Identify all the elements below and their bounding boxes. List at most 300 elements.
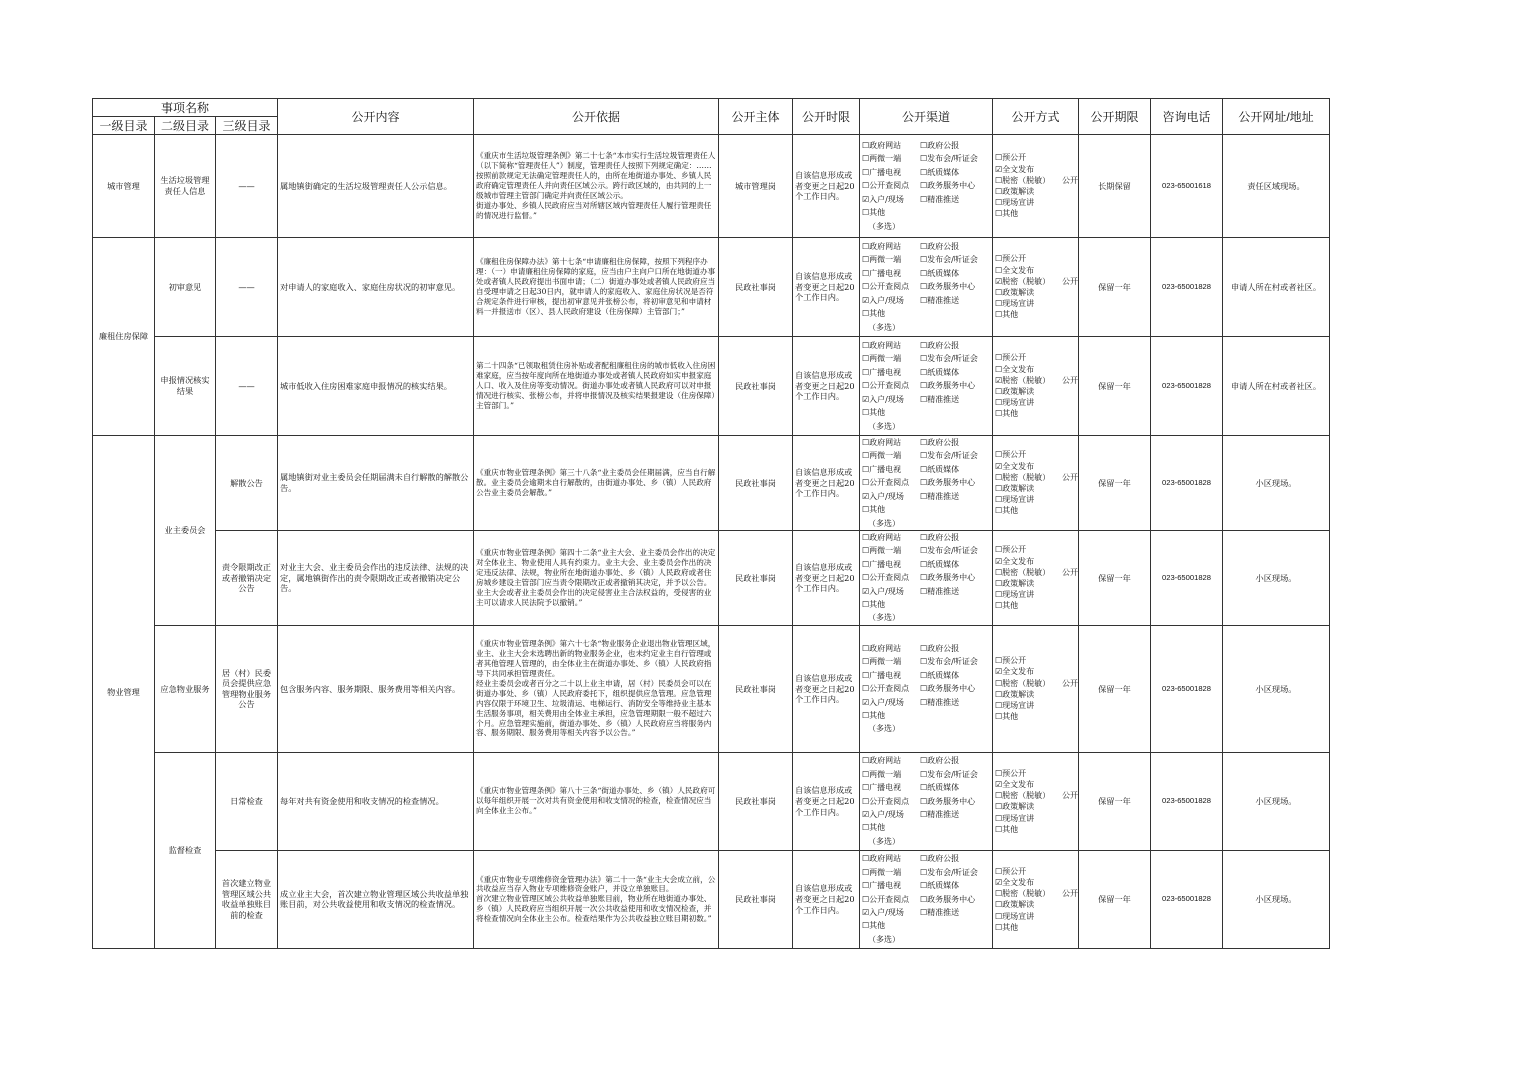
channel-note: （多选） <box>868 724 900 734</box>
checkbox-unchecked[interactable] <box>995 265 1076 276</box>
channel-note: （多选） <box>868 421 900 431</box>
method-public-label: 公开 <box>1062 678 1078 688</box>
level2-cell: 生活垃圾管理责任人信息 <box>155 135 216 238</box>
method-option-label: ☐政策解读 <box>995 387 1035 396</box>
checkbox-unchecked[interactable]: ☐公开查阅点 <box>862 478 910 488</box>
checkbox-unchecked[interactable]: ☐纸质媒体 <box>920 464 960 474</box>
checkbox-unchecked[interactable]: ☐广播电视 <box>862 783 902 793</box>
time-limit-cell: 自该信息形成或者变更之日起20个工作日内。 <box>793 752 860 850</box>
checkbox-unchecked[interactable] <box>995 600 1076 611</box>
period-cell: 保留一年 <box>1079 238 1151 337</box>
subject-cell: 城市管理岗 <box>719 135 793 238</box>
checkbox-unchecked[interactable]: ☐两微一端 <box>862 451 902 461</box>
method-public-label: 公开 <box>1062 276 1078 286</box>
subject-cell: 民政社事岗 <box>719 436 793 531</box>
method-option-label: ☐现场宣讲 <box>995 299 1035 309</box>
checkbox-checked[interactable] <box>995 556 1076 567</box>
header-method: 公开方式 <box>993 99 1079 135</box>
channel-options <box>862 339 990 433</box>
period-cell: 保留一年 <box>1079 752 1151 850</box>
header-level1: 一级目录 <box>93 117 155 135</box>
checkbox-checked[interactable]: ☑入户/现场 <box>862 394 904 404</box>
channel-note: （多选） <box>868 836 900 846</box>
method-option-label: ☐其他 <box>995 712 1019 722</box>
method-options <box>995 544 1076 611</box>
checkbox-unchecked[interactable]: ☐政务服务中心 <box>920 181 976 191</box>
basis-text: 《重庆市物业专项维修资金管理办法》第二十一条“业主大会成立前，公共收益应当存入物业专项维修资金账户，并设立单独账目。 首次建立物业管理区域公共收益单独账目前，物业所在地街道办事处、乡（镇）人民政府应当组织开展一次公共收益使用和收支情况检查，并将检查情况向全体业主公布。检查结果作为公共收益独立账目期初数。” <box>476 874 716 924</box>
checkbox-unchecked <box>920 709 990 722</box>
url-cell: 申请人所在村或者社区。 <box>1223 238 1330 337</box>
period-cell: 保留一年 <box>1079 436 1151 531</box>
checkbox-unchecked[interactable]: ☐其他 <box>862 309 886 319</box>
header-time-limit: 公开时限 <box>793 99 860 135</box>
method-option-label: ☑全文发布 <box>995 556 1035 566</box>
method-option-label: ☐现场宣讲 <box>995 495 1035 505</box>
level3-cell: 首次建立物业管理区域公共收益单独账目前的检查 <box>216 850 278 948</box>
checkbox-unchecked[interactable] <box>995 678 1076 689</box>
url-cell: 小区现场。 <box>1223 531 1330 626</box>
checkbox-unchecked[interactable]: ☐两微一端 <box>862 354 902 364</box>
checkbox-unchecked[interactable] <box>995 700 1076 711</box>
table-row <box>93 850 1330 948</box>
basis-cell <box>474 337 719 436</box>
checkbox-unchecked[interactable]: ☐精准推送 <box>920 908 960 918</box>
phone-cell: 023-65001828 <box>1151 850 1223 948</box>
checkbox-unchecked[interactable] <box>995 208 1076 219</box>
checkbox-unchecked[interactable] <box>995 813 1076 824</box>
checkbox-checked[interactable] <box>995 164 1076 175</box>
content-cell: 对申请人的家庭收入、家庭住房状况的初审意见。 <box>278 238 474 337</box>
subject-cell: 民政社事岗 <box>719 752 793 850</box>
method-option-label: ☐现场宣讲 <box>995 398 1035 408</box>
level1-cell: 城市管理 <box>93 135 155 238</box>
checkbox-unchecked[interactable]: ☐政府网站 <box>862 643 902 653</box>
checkbox-unchecked[interactable]: ☐发布会/听证会 <box>920 451 978 461</box>
time-limit-cell: 自该信息形成或者变更之日起20个工作日内。 <box>793 337 860 436</box>
header-phone: 咨询电话 <box>1151 99 1223 135</box>
method-cell <box>993 850 1079 948</box>
channel-cell <box>860 436 993 531</box>
checkbox-unchecked[interactable] <box>995 197 1076 208</box>
checkbox-unchecked[interactable] <box>995 578 1076 589</box>
checkbox-unchecked[interactable]: ☐发布会/听证会 <box>920 154 978 164</box>
disclosure-table <box>92 98 1330 949</box>
table-body <box>93 135 1330 949</box>
time-limit-cell: 自该信息形成或者变更之日起20个工作日内。 <box>793 625 860 752</box>
method-option-label: ☐脱密（脱敏） <box>995 791 1051 801</box>
time-limit-cell: 自该信息形成或者变更之日起20个工作日内。 <box>793 850 860 948</box>
checkbox-unchecked[interactable]: ☐发布会/听证会 <box>920 867 978 877</box>
basis-cell <box>474 436 719 531</box>
content-cell: 对业主大会、业主委员会作出的违反法律、法规的决定，属地镇街作出的责令限期改正或者撤销决定公告。 <box>278 531 474 626</box>
checkbox-unchecked[interactable]: ☐精准推送 <box>920 586 960 596</box>
checkbox-unchecked[interactable]: ☐政府网站 <box>862 242 902 252</box>
channel-note: （多选） <box>868 518 900 528</box>
checkbox-checked[interactable]: ☑入户/现场 <box>862 295 904 305</box>
checkbox-checked[interactable]: ☑入户/现场 <box>862 697 904 707</box>
basis-text: 《重庆市生活垃圾管理条例》第二十七条“本市实行生活垃圾管理责任人（以下简称“管理责任人”）制度，管理责任人按照下列规定确定：……按照前款规定无法确定管理责任人的，由所在地街道办事处、乡镇人民政府确定管理责任人并向责任区域公示。跨行政区域的，由共同的上一级城市管理主管部门确定并向责任区域公示。 街道办事处、乡镇人民政府应当对所辖区域内管理责任人履行管理责任的情况进行监督。” <box>476 151 716 220</box>
level1-cell: 物业管理 <box>93 436 155 949</box>
checkbox-unchecked[interactable]: ☐政府网站 <box>862 438 902 448</box>
checkbox-unchecked[interactable]: ☐精准推送 <box>920 491 960 501</box>
method-option-label: ☑脱密（脱敏） <box>995 375 1051 385</box>
checkbox-unchecked[interactable]: ☐政务服务中心 <box>920 282 976 292</box>
checkbox-unchecked[interactable] <box>995 922 1076 933</box>
method-cell <box>993 752 1079 850</box>
checkbox-unchecked[interactable] <box>995 408 1076 419</box>
method-option-label: ☐预公开 <box>995 353 1027 363</box>
checkbox-unchecked[interactable]: ☐政务服务中心 <box>920 894 976 904</box>
method-option-label: ☐现场宣讲 <box>995 701 1035 711</box>
content-cell: 城市低收入住房困难家庭申报情况的核实结果。 <box>278 337 474 436</box>
checkbox-unchecked[interactable]: ☐政府公报 <box>920 242 960 252</box>
checkbox-unchecked[interactable]: ☐公开查阅点 <box>862 796 910 806</box>
checkbox-unchecked[interactable] <box>995 768 1076 779</box>
table-row <box>93 337 1330 436</box>
checkbox-unchecked[interactable]: ☐政府公报 <box>920 141 960 151</box>
checkbox-unchecked[interactable] <box>995 589 1076 600</box>
checkbox-unchecked[interactable] <box>995 186 1076 197</box>
level3-cell: —— <box>216 337 278 436</box>
checkbox-unchecked[interactable] <box>995 911 1076 922</box>
checkbox-unchecked[interactable]: ☐政府公报 <box>920 756 960 766</box>
checkbox-unchecked[interactable]: ☐公开查阅点 <box>862 282 910 292</box>
level2-cell: 应急物业服务 <box>155 625 216 752</box>
method-option-label: ☐政策解读 <box>995 900 1035 910</box>
checkbox-unchecked[interactable]: ☐政府公报 <box>920 643 960 653</box>
url-cell: 小区现场。 <box>1223 436 1330 531</box>
checkbox-unchecked[interactable] <box>995 152 1076 163</box>
method-cell <box>993 135 1079 238</box>
checkbox-unchecked[interactable]: ☐其他 <box>862 823 886 833</box>
time-limit-cell: 自该信息形成或者变更之日起20个工作日内。 <box>793 135 860 238</box>
checkbox-unchecked[interactable] <box>995 689 1076 700</box>
method-public-label: 公开 <box>1062 472 1078 482</box>
level2-cell: 申报情况核实结果 <box>155 337 216 436</box>
channel-options <box>862 139 990 233</box>
level2-cell: 业主委员会 <box>155 436 216 626</box>
checkbox-unchecked[interactable]: ☐政府网站 <box>862 756 902 766</box>
checkbox-unchecked[interactable]: ☐精准推送 <box>920 697 960 707</box>
checkbox-unchecked[interactable] <box>995 472 1076 483</box>
content-cell: 每年对共有资金使用和收支情况的检查情况。 <box>278 752 474 850</box>
level3-cell: —— <box>216 135 278 238</box>
checkbox-unchecked[interactable]: ☐发布会/听证会 <box>920 354 978 364</box>
checkbox-unchecked[interactable]: ☐公开查阅点 <box>862 573 910 583</box>
method-option-label: ☐其他 <box>995 310 1019 320</box>
channel-options <box>862 642 990 736</box>
level2-cell: 初审意见 <box>155 238 216 337</box>
method-public-label: 公开 <box>1062 175 1078 185</box>
method-option-label: ☐其他 <box>995 409 1019 419</box>
checkbox-unchecked[interactable]: ☐政务服务中心 <box>920 573 976 583</box>
checkbox-unchecked[interactable]: ☐广播电视 <box>862 559 902 569</box>
checkbox-unchecked[interactable]: ☐公开查阅点 <box>862 894 910 904</box>
period-cell: 长期保留 <box>1079 135 1151 238</box>
checkbox-unchecked[interactable] <box>995 655 1076 666</box>
time-limit-cell: 自该信息形成或者变更之日起20个工作日内。 <box>793 238 860 337</box>
header-item-name: 事项名称 <box>93 99 278 117</box>
level2-cell: 监督检查 <box>155 752 216 948</box>
method-option-label: ☐预公开 <box>995 768 1027 778</box>
checkbox-unchecked[interactable]: ☐公开查阅点 <box>862 181 910 191</box>
checkbox-checked[interactable]: ☑入户/现场 <box>862 908 904 918</box>
basis-text: 《廉租住房保障办法》第十七条“申请廉租住房保障，按照下列程序办理：（一）申请廉租住房保障的家庭，应当由户主向户口所在地街道办事处或者镇人民政府提出书面申请；（二）街道办事处或者镇人民政府应当自受理申请之日起30日内，就申请人的家庭收入、家庭住房状况是否符合规定条件进行审核，提出初审意见并张榜公布，将初审意见和申请材料一并报送市（区）、县人民政府建设（住房保障）主管部门；” <box>476 257 716 316</box>
checkbox-unchecked[interactable] <box>995 505 1076 516</box>
checkbox-unchecked[interactable]: ☐政府公报 <box>920 341 960 351</box>
checkbox-unchecked[interactable]: ☐政务服务中心 <box>920 381 976 391</box>
checkbox-unchecked[interactable] <box>995 544 1076 555</box>
method-options <box>995 655 1076 722</box>
level3-cell: 居（村）民委员会提供应急管理物业服务公告 <box>216 625 278 752</box>
method-option-label: ☑全文发布 <box>995 779 1035 789</box>
checkbox-unchecked[interactable]: ☐纸质媒体 <box>920 367 960 377</box>
checkbox-unchecked <box>920 307 990 320</box>
method-option-label: ☐脱密（脱敏） <box>995 175 1051 185</box>
checkbox-unchecked[interactable]: ☐广播电视 <box>862 881 902 891</box>
checkbox-unchecked[interactable] <box>995 175 1076 186</box>
checkbox-unchecked[interactable]: ☐发布会/听证会 <box>920 657 978 667</box>
phone-cell: 023-65001828 <box>1151 337 1223 436</box>
method-options <box>995 866 1076 933</box>
checkbox-checked[interactable]: ☑入户/现场 <box>862 586 904 596</box>
method-cell <box>993 531 1079 626</box>
checkbox-unchecked[interactable]: ☐纸质媒体 <box>920 881 960 891</box>
checkbox-unchecked[interactable]: ☐广播电视 <box>862 367 902 377</box>
channel-note: （多选） <box>868 934 900 944</box>
method-option-label: ☐现场宣讲 <box>995 911 1035 921</box>
header-level2: 二级目录 <box>155 117 216 135</box>
checkbox-unchecked[interactable] <box>995 309 1076 320</box>
checkbox-unchecked[interactable]: ☐纸质媒体 <box>920 268 960 278</box>
checkbox-unchecked[interactable] <box>995 711 1076 722</box>
checkbox-unchecked <box>920 919 990 932</box>
basis-text: 《重庆市物业管理条例》第三十八条“业主委员会任期届满，应当自行解散。业主委员会逾期未自行解散的，由街道办事处、乡（镇）人民政府公告业主委员会解散。” <box>476 468 716 497</box>
checkbox-unchecked[interactable]: ☐其他 <box>862 710 886 720</box>
checkbox-unchecked[interactable]: ☐纸质媒体 <box>920 559 960 569</box>
url-cell: 小区现场。 <box>1223 752 1330 850</box>
period-cell: 保留一年 <box>1079 531 1151 626</box>
channel-cell <box>860 752 993 850</box>
header-period: 公开期限 <box>1079 99 1151 135</box>
method-public-label: 公开 <box>1062 791 1078 801</box>
method-option-label: ☐政策解读 <box>995 484 1035 493</box>
checkbox-unchecked[interactable] <box>995 888 1076 899</box>
checkbox-unchecked[interactable]: ☐两微一端 <box>862 255 902 265</box>
phone-cell: 023-65001828 <box>1151 752 1223 850</box>
checkbox-checked[interactable] <box>995 461 1076 472</box>
method-option-label: ☐预公开 <box>995 450 1027 460</box>
method-options <box>995 352 1076 419</box>
checkbox-unchecked[interactable]: ☐政府网站 <box>862 141 902 151</box>
checkbox-unchecked[interactable] <box>995 790 1076 801</box>
checkbox-checked[interactable] <box>995 276 1076 287</box>
channel-options <box>862 531 990 625</box>
checkbox-unchecked[interactable]: ☐两微一端 <box>862 867 902 877</box>
checkbox-unchecked[interactable] <box>995 899 1076 910</box>
checkbox-unchecked[interactable]: ☐精准推送 <box>920 295 960 305</box>
method-option-label: ☑脱密（脱敏） <box>995 276 1051 286</box>
table-row <box>93 135 1330 238</box>
method-option-label: ☐现场宣讲 <box>995 813 1035 823</box>
period-cell: 保留一年 <box>1079 625 1151 752</box>
method-public-label: 公开 <box>1062 889 1078 899</box>
checkbox-unchecked[interactable] <box>995 801 1076 812</box>
phone-cell: 023-65001828 <box>1151 531 1223 626</box>
checkbox-unchecked[interactable]: ☐广播电视 <box>862 464 902 474</box>
method-option-label: ☑全文发布 <box>995 667 1035 677</box>
level1-cell: 廉租住房保障 <box>93 238 155 436</box>
checkbox-unchecked[interactable] <box>995 364 1076 375</box>
checkbox-checked[interactable] <box>995 375 1076 386</box>
checkbox-unchecked[interactable] <box>995 483 1076 494</box>
channel-options <box>862 852 990 946</box>
content-cell: 包含服务内容、服务期限、服务费用等相关内容。 <box>278 625 474 752</box>
method-option-label: ☐脱密（脱敏） <box>995 472 1051 482</box>
channel-note: （多选） <box>868 613 900 623</box>
checkbox-unchecked[interactable]: ☐政府网站 <box>862 854 902 864</box>
checkbox-unchecked[interactable]: ☐纸质媒体 <box>920 783 960 793</box>
checkbox-checked[interactable]: ☑入户/现场 <box>862 491 904 501</box>
checkbox-unchecked[interactable]: ☐两微一端 <box>862 657 902 667</box>
checkbox-unchecked[interactable]: ☐两微一端 <box>862 154 902 164</box>
method-option-label: ☐预公开 <box>995 153 1027 163</box>
channel-cell <box>860 850 993 948</box>
header-basis: 公开依据 <box>474 99 719 135</box>
checkbox-unchecked[interactable]: ☐其他 <box>862 600 886 610</box>
checkbox-unchecked[interactable] <box>995 567 1076 578</box>
method-cell <box>993 238 1079 337</box>
checkbox-unchecked[interactable] <box>995 824 1076 835</box>
checkbox-unchecked[interactable]: ☐其他 <box>862 408 886 418</box>
table-row <box>93 752 1330 850</box>
method-option-label: ☐预公开 <box>995 866 1027 876</box>
header-level3: 三级目录 <box>216 117 278 135</box>
method-option-label: ☐现场宣讲 <box>995 198 1035 208</box>
header-url: 公开网址/地址 <box>1223 99 1330 135</box>
checkbox-unchecked[interactable]: ☐广播电视 <box>862 670 902 680</box>
checkbox-unchecked[interactable]: ☐其他 <box>862 208 886 218</box>
checkbox-unchecked[interactable]: ☐精准推送 <box>920 194 960 204</box>
checkbox-unchecked[interactable]: ☐政府网站 <box>862 533 902 542</box>
url-cell: 小区现场。 <box>1223 625 1330 752</box>
method-option-label: ☐脱密（脱敏） <box>995 678 1051 688</box>
checkbox-checked[interactable]: ☑入户/现场 <box>862 194 904 204</box>
checkbox-unchecked[interactable]: ☐政府公报 <box>920 854 960 864</box>
method-options <box>995 449 1076 516</box>
method-option-label: ☐其他 <box>995 209 1019 219</box>
basis-cell <box>474 531 719 626</box>
channel-cell <box>860 337 993 436</box>
checkbox-unchecked[interactable] <box>995 352 1076 363</box>
channel-note: （多选） <box>868 221 900 231</box>
header-content: 公开内容 <box>278 99 474 135</box>
checkbox-unchecked[interactable]: ☐公开查阅点 <box>862 381 910 391</box>
checkbox-unchecked[interactable]: ☐广播电视 <box>862 268 902 278</box>
checkbox-unchecked[interactable]: ☐广播电视 <box>862 167 902 177</box>
checkbox-unchecked[interactable]: ☐政务服务中心 <box>920 684 976 694</box>
checkbox-unchecked[interactable] <box>995 298 1076 309</box>
content-cell: 属地镇街确定的生活垃圾管理责任人公示信息。 <box>278 135 474 238</box>
time-limit-cell: 自该信息形成或者变更之日起20个工作日内。 <box>793 436 860 531</box>
checkbox-unchecked[interactable]: ☐政府公报 <box>920 438 960 448</box>
method-options <box>995 253 1076 320</box>
period-cell: 保留一年 <box>1079 850 1151 948</box>
checkbox-checked[interactable] <box>995 877 1076 888</box>
checkbox-unchecked[interactable] <box>995 287 1076 298</box>
method-public-label: 公开 <box>1062 375 1078 385</box>
method-option-label: ☐预公开 <box>995 656 1027 666</box>
phone-cell: 023-65001828 <box>1151 238 1223 337</box>
level3-cell: 责令限期改正或者撤销决定公告 <box>216 531 278 626</box>
checkbox-unchecked[interactable]: ☐政府网站 <box>862 341 902 351</box>
checkbox-unchecked[interactable] <box>995 494 1076 505</box>
basis-cell <box>474 625 719 752</box>
url-cell: 责任区域现场。 <box>1223 135 1330 238</box>
method-option-label: ☑全文发布 <box>995 164 1035 174</box>
checkbox-unchecked[interactable]: ☐发布会/听证会 <box>920 769 978 779</box>
checkbox-unchecked[interactable]: ☐其他 <box>862 921 886 931</box>
checkbox-unchecked[interactable]: ☐政府公报 <box>920 533 960 542</box>
checkbox-unchecked[interactable]: ☐发布会/听证会 <box>920 546 978 556</box>
channel-cell <box>860 135 993 238</box>
checkbox-unchecked[interactable]: ☐政务服务中心 <box>920 796 976 806</box>
checkbox-unchecked[interactable]: ☐两微一端 <box>862 769 902 779</box>
checkbox-unchecked[interactable] <box>995 386 1076 397</box>
basis-text: 《重庆市物业管理条例》第八十三条“街道办事处、乡（镇）人民政府可以每年组织开展一次对共有资金使用和收支情况的检查，检查情况应当向全体业主公布。” <box>476 786 716 816</box>
checkbox-unchecked[interactable] <box>995 449 1076 460</box>
checkbox-unchecked[interactable]: ☐精准推送 <box>920 394 960 404</box>
basis-text: 第二十四条“已领取租赁住房补贴或者配租廉租住房的城市低收入住房困难家庭，应当按年度向所在地街道办事处或者镇人民政府如实申报家庭人口、收入及住房等变动情况。街道办事处或者镇人民政府可以对申报情况进行核实、张榜公布，并将申报情况及核实结果报建设（住房保障）主管部门。” <box>476 361 716 410</box>
channel-note: （多选） <box>868 322 900 332</box>
checkbox-unchecked[interactable]: ☐纸质媒体 <box>920 670 960 680</box>
checkbox-unchecked[interactable]: ☐政务服务中心 <box>920 478 976 488</box>
checkbox-unchecked[interactable]: ☐其他 <box>862 505 886 515</box>
method-option-label: ☐脱密（脱敏） <box>995 889 1051 899</box>
checkbox-unchecked <box>920 206 990 219</box>
checkbox-unchecked[interactable] <box>995 253 1076 264</box>
basis-cell <box>474 238 719 337</box>
checkbox-checked[interactable] <box>995 779 1076 790</box>
checkbox-unchecked <box>920 598 990 611</box>
checkbox-unchecked[interactable]: ☐纸质媒体 <box>920 167 960 177</box>
header-subject: 公开主体 <box>719 99 793 135</box>
time-limit-cell: 自该信息形成或者变更之日起20个工作日内。 <box>793 531 860 626</box>
subject-cell: 民政社事岗 <box>719 238 793 337</box>
method-public-label: 公开 <box>1062 567 1078 577</box>
subject-cell: 民政社事岗 <box>719 531 793 626</box>
checkbox-unchecked <box>920 406 990 419</box>
method-option-label: ☐脱密（脱敏） <box>995 567 1051 577</box>
checkbox-unchecked <box>920 503 990 516</box>
method-option-label: ☐预公开 <box>995 545 1027 555</box>
checkbox-checked[interactable]: ☑入户/现场 <box>862 810 904 820</box>
subject-cell: 民政社事岗 <box>719 850 793 948</box>
checkbox-unchecked[interactable]: ☐公开查阅点 <box>862 684 910 694</box>
checkbox-unchecked[interactable]: ☐两微一端 <box>862 546 902 556</box>
method-options <box>995 152 1076 219</box>
checkbox-unchecked[interactable]: ☐精准推送 <box>920 810 960 820</box>
level3-cell: 解散公告 <box>216 436 278 531</box>
checkbox-unchecked[interactable] <box>995 397 1076 408</box>
checkbox-checked[interactable] <box>995 666 1076 677</box>
phone-cell: 023-65001618 <box>1151 135 1223 238</box>
method-option-label: ☐全文发布 <box>995 364 1035 374</box>
basis-cell <box>474 135 719 238</box>
content-cell: 属地镇街对业主委员会任期届满未自行解散的解散公告。 <box>278 436 474 531</box>
checkbox-unchecked[interactable]: ☐发布会/听证会 <box>920 255 978 265</box>
checkbox-unchecked[interactable] <box>995 866 1076 877</box>
